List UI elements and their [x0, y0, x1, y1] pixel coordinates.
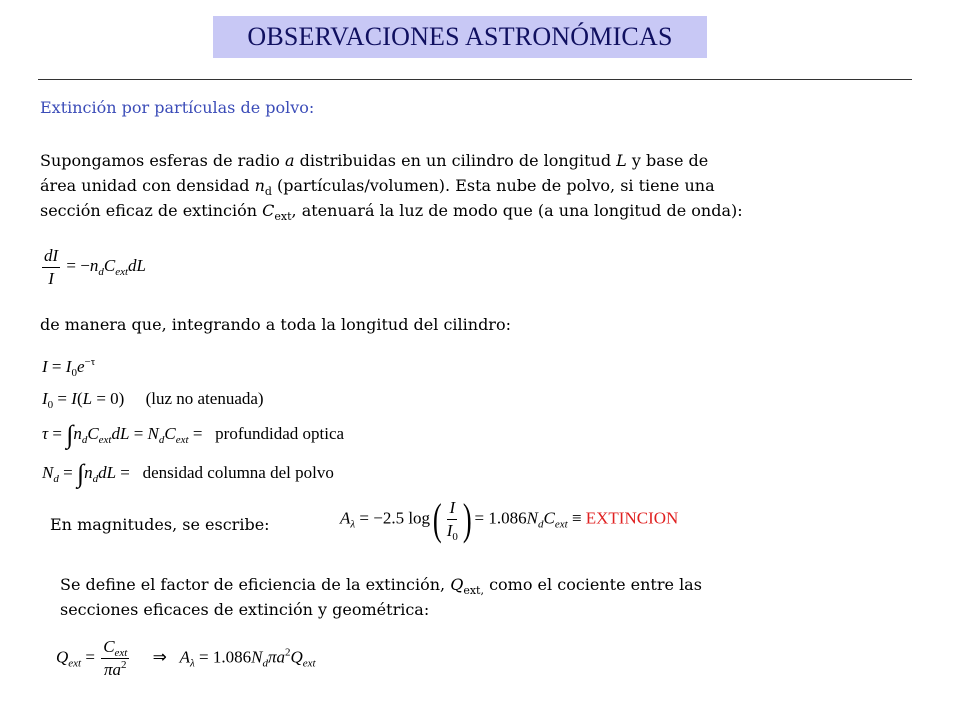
magnitudes-label: En magnitudes, se escribe:	[50, 515, 270, 534]
divider	[38, 79, 912, 80]
equation-intensity: $I = I_0e^{-\tau}$	[42, 356, 96, 379]
fraction-Cext-over-pia2: $\frac{C_{ext}}{\pi a^2}$	[103, 637, 128, 679]
fraction-dI-over-I: $\frac{dI}{I}$	[44, 246, 59, 288]
title-banner	[213, 16, 707, 58]
intro-line-3: sección eficaz de extinción $C_{ext}$, atenuará la luz de modo que (a una longitud de onda):	[40, 201, 743, 223]
section-subtitle: Extinción por partículas de polvo:	[40, 98, 315, 117]
equation-differential: $\frac{dI}{I}$ = $-n_dC_{ext}dL$	[44, 246, 146, 288]
implies-arrow: ⇒	[152, 647, 167, 667]
intro-line-2: área unidad con densidad $n_d$ (partículas/volumen). Esta nube de polvo, si tiene una	[40, 176, 715, 198]
intro-paragraph	[40, 148, 920, 223]
equation-extinction: $A_\lambda = -2.5$ log( $\frac{I}{I_0}$ ) = $1.086N_dC_{ext}$ ≡ EXTINCION	[340, 494, 679, 544]
equation-column-density: $N_d = \int n_ddL$ = densidad columna del polvo	[42, 459, 334, 489]
page-title: OBSERVACIONES ASTRONÓMICAS	[247, 22, 673, 51]
extinction-label: EXTINCION	[585, 508, 679, 528]
equation-optical-depth: $\tau = \int n_dC_{ext}dL = N_dC_{ext}$ = profundidad optica	[42, 420, 345, 450]
integration-text: de manera que, integrando a toda la longitud del cilindro:	[40, 315, 511, 334]
equation-initial-intensity: $I_0 = I(L = 0)$ (luz no atenuada)	[42, 389, 264, 411]
efficiency-paragraph	[60, 572, 702, 622]
efficiency-line-2: secciones eficaces de extinción y geométrica:	[60, 600, 430, 619]
intro-line-1: Supongamos esferas de radio a distribuidas en un cilindro de longitud L y base de	[40, 151, 709, 170]
equation-efficiency-factor: $Q_{ext}$ = $\frac{C_{ext}}{\pi a^2}$ ⇒ $A_\lambda = 1.086N_d\pi a^2Q_{ext}$	[56, 637, 316, 679]
efficiency-line-1: Se define el factor de eficiencia de la extinción, $Q_{ext,}$ como el cociente entre las	[60, 575, 702, 597]
fraction-I-over-I0: $\frac{I}{I_0}$	[446, 498, 458, 543]
